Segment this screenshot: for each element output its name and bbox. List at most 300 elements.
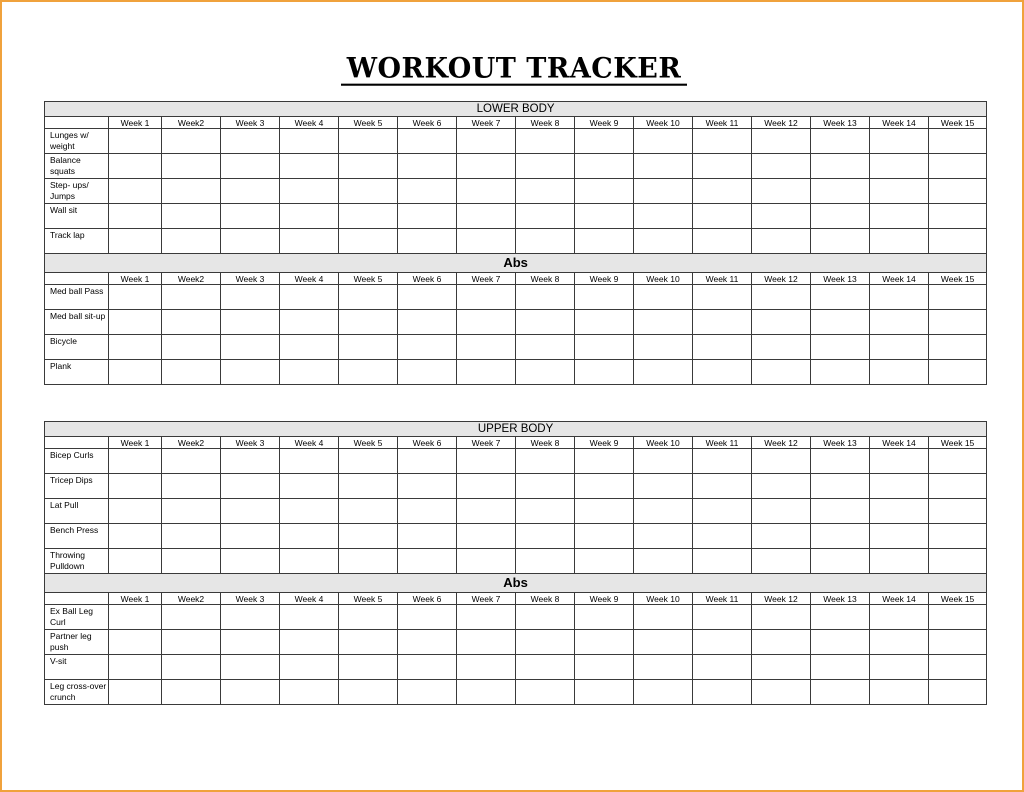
entry-cell[interactable] [929,154,987,179]
entry-cell[interactable] [870,499,929,524]
entry-cell[interactable] [693,360,752,385]
entry-cell[interactable] [575,154,634,179]
entry-cell[interactable] [398,605,457,630]
entry-cell[interactable] [634,474,693,499]
entry-cell[interactable] [811,680,870,705]
entry-cell[interactable] [575,549,634,574]
entry-cell[interactable] [575,524,634,549]
entry-cell[interactable] [162,310,221,335]
entry-cell[interactable] [162,630,221,655]
entry-cell[interactable] [870,549,929,574]
week-header-6: Week 6 [398,273,457,285]
entry-cell[interactable] [280,524,339,549]
entry-cell[interactable] [929,179,987,204]
entry-cell[interactable] [693,310,752,335]
entry-cell[interactable] [811,524,870,549]
entry-cell[interactable] [109,449,162,474]
entry-cell[interactable] [752,154,811,179]
entry-cell[interactable] [752,655,811,680]
entry-cell[interactable] [457,474,516,499]
entry-cell[interactable] [752,680,811,705]
entry-cell[interactable] [162,524,221,549]
entry-cell[interactable] [634,179,693,204]
entry-cell[interactable] [634,499,693,524]
entry-cell[interactable] [109,179,162,204]
entry-cell[interactable] [870,179,929,204]
entry-cell[interactable] [398,655,457,680]
entry-cell[interactable] [109,524,162,549]
entry-cell[interactable] [398,154,457,179]
entry-cell[interactable] [339,680,398,705]
week-header-5: Week 5 [339,273,398,285]
week-header-14: Week 14 [870,117,929,129]
entry-cell[interactable] [575,310,634,335]
table-row [45,630,987,655]
entry-cell[interactable] [634,285,693,310]
entry-cell[interactable] [339,154,398,179]
entry-cell[interactable] [634,605,693,630]
entry-cell[interactable] [339,449,398,474]
entry-cell[interactable] [221,179,280,204]
entry-cell[interactable] [162,129,221,154]
entry-cell[interactable] [280,129,339,154]
entry-cell[interactable] [280,680,339,705]
entry-cell[interactable] [575,474,634,499]
entry-cell[interactable] [811,285,870,310]
entry-cell[interactable] [280,474,339,499]
entry-cell[interactable] [162,680,221,705]
entry-cell[interactable] [457,179,516,204]
entry-cell[interactable] [516,285,575,310]
entry-cell[interactable] [398,310,457,335]
entry-cell[interactable] [634,449,693,474]
entry-cell[interactable] [457,360,516,385]
entry-cell[interactable] [870,335,929,360]
table-row [45,204,987,229]
entry-cell[interactable] [516,524,575,549]
entry-cell[interactable] [516,229,575,254]
entry-cell[interactable] [109,129,162,154]
entry-cell[interactable] [398,680,457,705]
table-row [45,179,987,204]
entry-cell[interactable] [162,655,221,680]
entry-cell[interactable] [693,630,752,655]
entry-cell[interactable] [929,449,987,474]
entry-cell[interactable] [457,129,516,154]
entry-cell[interactable] [752,360,811,385]
entry-cell[interactable] [811,499,870,524]
entry-cell[interactable] [109,549,162,574]
entry-cell[interactable] [457,499,516,524]
entry-cell[interactable] [221,549,280,574]
entry-cell[interactable] [280,630,339,655]
entry-cell[interactable] [280,204,339,229]
week-header-2: Week2 [162,273,221,285]
entry-cell[interactable] [162,360,221,385]
entry-cell[interactable] [693,229,752,254]
entry-cell[interactable] [457,524,516,549]
entry-cell[interactable] [162,549,221,574]
week-header-9: Week 9 [575,117,634,129]
entry-cell[interactable] [516,630,575,655]
entry-cell[interactable] [929,129,987,154]
entry-cell[interactable] [109,310,162,335]
entry-cell[interactable] [339,360,398,385]
entry-cell[interactable] [693,524,752,549]
entry-cell[interactable] [811,449,870,474]
week-header-row [45,437,987,449]
week-header-6: Week 6 [398,117,457,129]
entry-cell[interactable] [752,474,811,499]
week-header-blank [45,593,109,605]
entry-cell[interactable] [162,285,221,310]
entry-cell[interactable] [516,474,575,499]
entry-cell[interactable] [575,285,634,310]
entry-cell[interactable] [516,680,575,705]
entry-cell[interactable] [221,630,280,655]
entry-cell[interactable] [929,655,987,680]
entry-cell[interactable] [398,499,457,524]
entry-cell[interactable] [870,204,929,229]
entry-cell[interactable] [221,335,280,360]
entry-cell[interactable] [870,310,929,335]
entry-cell[interactable] [221,204,280,229]
entry-cell[interactable] [929,285,987,310]
entry-cell[interactable] [811,605,870,630]
entry-cell[interactable] [516,549,575,574]
entry-cell[interactable] [575,129,634,154]
entry-cell[interactable] [929,474,987,499]
entry-cell[interactable] [516,179,575,204]
entry-cell[interactable] [221,655,280,680]
entry-cell[interactable] [339,229,398,254]
entry-cell[interactable] [634,524,693,549]
entry-cell[interactable] [398,524,457,549]
week-header-15: Week 15 [929,117,987,129]
entry-cell[interactable] [752,499,811,524]
entry-cell[interactable] [109,360,162,385]
entry-cell[interactable] [929,630,987,655]
entry-cell[interactable] [634,630,693,655]
entry-cell[interactable] [870,630,929,655]
entry-cell[interactable] [162,335,221,360]
entry-cell[interactable] [339,499,398,524]
entry-cell[interactable] [280,499,339,524]
entry-cell[interactable] [516,129,575,154]
entry-cell[interactable] [339,335,398,360]
entry-cell[interactable] [516,655,575,680]
entry-cell[interactable] [516,605,575,630]
entry-cell[interactable] [339,605,398,630]
week-header-7: Week 7 [457,273,516,285]
entry-cell[interactable] [870,285,929,310]
entry-cell[interactable] [457,655,516,680]
entry-cell[interactable] [221,474,280,499]
entry-cell[interactable] [929,549,987,574]
entry-cell[interactable] [870,129,929,154]
entry-cell[interactable] [339,655,398,680]
entry-cell[interactable] [398,360,457,385]
entry-cell[interactable] [575,204,634,229]
entry-cell[interactable] [398,229,457,254]
entry-cell[interactable] [221,285,280,310]
entry-cell[interactable] [280,229,339,254]
entry-cell[interactable] [929,335,987,360]
entry-cell[interactable] [929,204,987,229]
entry-cell[interactable] [221,310,280,335]
entry-cell[interactable] [280,360,339,385]
entry-cell[interactable] [162,154,221,179]
entry-cell[interactable] [221,499,280,524]
entry-cell[interactable] [398,129,457,154]
entry-cell[interactable] [339,129,398,154]
entry-cell[interactable] [634,129,693,154]
entry-cell[interactable] [339,204,398,229]
entry-cell[interactable] [870,449,929,474]
week-header-5: Week 5 [339,593,398,605]
entry-cell[interactable] [162,204,221,229]
entry-cell[interactable] [929,499,987,524]
entry-cell[interactable] [280,179,339,204]
entry-cell[interactable] [752,449,811,474]
entry-cell[interactable] [929,605,987,630]
entry-cell[interactable] [109,680,162,705]
week-header-blank [45,273,109,285]
entry-cell[interactable] [870,360,929,385]
entry-cell[interactable] [634,310,693,335]
entry-cell[interactable] [221,154,280,179]
entry-cell[interactable] [398,335,457,360]
week-header-3: Week 3 [221,437,280,449]
entry-cell[interactable] [109,335,162,360]
entry-cell[interactable] [693,129,752,154]
week-header-15: Week 15 [929,273,987,285]
entry-cell[interactable] [457,285,516,310]
entry-cell[interactable] [752,310,811,335]
entry-cell[interactable] [280,549,339,574]
entry-cell[interactable] [752,524,811,549]
entry-cell[interactable] [109,285,162,310]
exercise-label: Lunges w/ weight [45,129,109,154]
entry-cell[interactable] [811,655,870,680]
entry-cell[interactable] [634,154,693,179]
entry-cell[interactable] [634,360,693,385]
entry-cell[interactable] [693,549,752,574]
entry-cell[interactable] [811,310,870,335]
entry-cell[interactable] [870,154,929,179]
entry-cell[interactable] [752,229,811,254]
entry-cell[interactable] [457,335,516,360]
entry-cell[interactable] [693,335,752,360]
entry-cell[interactable] [398,179,457,204]
entry-cell[interactable] [109,630,162,655]
entry-cell[interactable] [162,179,221,204]
entry-cell[interactable] [634,204,693,229]
entry-cell[interactable] [634,680,693,705]
week-header-5: Week 5 [339,437,398,449]
entry-cell[interactable] [398,285,457,310]
entry-cell[interactable] [109,229,162,254]
entry-cell[interactable] [221,129,280,154]
week-header-10: Week 10 [634,273,693,285]
entry-cell[interactable] [221,360,280,385]
entry-cell[interactable] [109,204,162,229]
entry-cell[interactable] [693,154,752,179]
entry-cell[interactable] [929,310,987,335]
section-heading-abs: Abs [45,574,987,593]
entry-cell[interactable] [693,655,752,680]
entry-cell[interactable] [457,449,516,474]
entry-cell[interactable] [280,655,339,680]
week-header-12: Week 12 [752,593,811,605]
entry-cell[interactable] [575,335,634,360]
entry-cell[interactable] [575,360,634,385]
entry-cell[interactable] [457,680,516,705]
exercise-label: Lat Pull [45,499,109,524]
entry-cell[interactable] [575,179,634,204]
entry-cell[interactable] [870,524,929,549]
entry-cell[interactable] [811,179,870,204]
entry-cell[interactable] [752,630,811,655]
entry-cell[interactable] [811,630,870,655]
entry-cell[interactable] [516,360,575,385]
entry-cell[interactable] [811,204,870,229]
entry-cell[interactable] [339,549,398,574]
entry-cell[interactable] [811,129,870,154]
entry-cell[interactable] [929,229,987,254]
entry-cell[interactable] [280,285,339,310]
entry-cell[interactable] [693,449,752,474]
entry-cell[interactable] [280,605,339,630]
entry-cell[interactable] [457,310,516,335]
entry-cell[interactable] [929,360,987,385]
entry-cell[interactable] [221,229,280,254]
entry-cell[interactable] [634,335,693,360]
entry-cell[interactable] [752,285,811,310]
entry-cell[interactable] [811,229,870,254]
entry-cell[interactable] [870,229,929,254]
entry-cell[interactable] [457,204,516,229]
entry-cell[interactable] [752,204,811,229]
entry-cell[interactable] [693,204,752,229]
entry-cell[interactable] [811,549,870,574]
entry-cell[interactable] [516,449,575,474]
entry-cell[interactable] [634,229,693,254]
entry-cell[interactable] [752,179,811,204]
week-header-11: Week 11 [693,273,752,285]
entry-cell[interactable] [339,310,398,335]
entry-cell[interactable] [339,524,398,549]
entry-cell[interactable] [221,605,280,630]
entry-cell[interactable] [870,474,929,499]
entry-cell[interactable] [221,449,280,474]
entry-cell[interactable] [693,605,752,630]
entry-cell[interactable] [280,310,339,335]
entry-cell[interactable] [457,605,516,630]
entry-cell[interactable] [398,630,457,655]
entry-cell[interactable] [634,655,693,680]
table-row [45,549,987,574]
entry-cell[interactable] [575,449,634,474]
entry-cell[interactable] [693,179,752,204]
entry-cell[interactable] [870,680,929,705]
entry-cell[interactable] [575,499,634,524]
entry-cell[interactable] [109,499,162,524]
entry-cell[interactable] [752,335,811,360]
entry-cell[interactable] [162,474,221,499]
entry-cell[interactable] [109,474,162,499]
entry-cell[interactable] [516,310,575,335]
entry-cell[interactable] [457,154,516,179]
entry-cell[interactable] [398,204,457,229]
entry-cell[interactable] [811,335,870,360]
entry-cell[interactable] [929,524,987,549]
entry-cell[interactable] [339,179,398,204]
entry-cell[interactable] [811,474,870,499]
entry-cell[interactable] [870,605,929,630]
week-header-14: Week 14 [870,273,929,285]
entry-cell[interactable] [693,474,752,499]
entry-cell[interactable] [516,499,575,524]
entry-cell[interactable] [162,229,221,254]
entry-cell[interactable] [109,154,162,179]
entry-cell[interactable] [516,154,575,179]
entry-cell[interactable] [221,680,280,705]
entry-cell[interactable] [339,285,398,310]
week-header-8: Week 8 [516,593,575,605]
entry-cell[interactable] [398,474,457,499]
entry-cell[interactable] [162,605,221,630]
entry-cell[interactable] [575,605,634,630]
entry-cell[interactable] [457,229,516,254]
entry-cell[interactable] [929,680,987,705]
exercise-label: Partner leg push [45,630,109,655]
entry-cell[interactable] [221,524,280,549]
entry-cell[interactable] [516,335,575,360]
entry-cell[interactable] [575,229,634,254]
week-header-9: Week 9 [575,273,634,285]
entry-cell[interactable] [693,680,752,705]
entry-cell[interactable] [752,129,811,154]
entry-cell[interactable] [339,630,398,655]
entry-cell[interactable] [811,360,870,385]
exercise-label: Plank [45,360,109,385]
entry-cell[interactable] [398,549,457,574]
entry-cell[interactable] [575,680,634,705]
entry-cell[interactable] [870,655,929,680]
entry-cell[interactable] [693,499,752,524]
entry-cell[interactable] [280,449,339,474]
entry-cell[interactable] [109,605,162,630]
entry-cell[interactable] [457,630,516,655]
entry-cell[interactable] [693,285,752,310]
entry-cell[interactable] [457,549,516,574]
entry-cell[interactable] [575,630,634,655]
entry-cell[interactable] [162,499,221,524]
entry-cell[interactable] [280,335,339,360]
entry-cell[interactable] [280,154,339,179]
entry-cell[interactable] [516,204,575,229]
entry-cell[interactable] [109,655,162,680]
entry-cell[interactable] [634,549,693,574]
entry-cell[interactable] [398,449,457,474]
entry-cell[interactable] [752,605,811,630]
entry-cell[interactable] [575,655,634,680]
entry-cell[interactable] [339,474,398,499]
entry-cell[interactable] [752,549,811,574]
entry-cell[interactable] [162,449,221,474]
entry-cell[interactable] [811,154,870,179]
